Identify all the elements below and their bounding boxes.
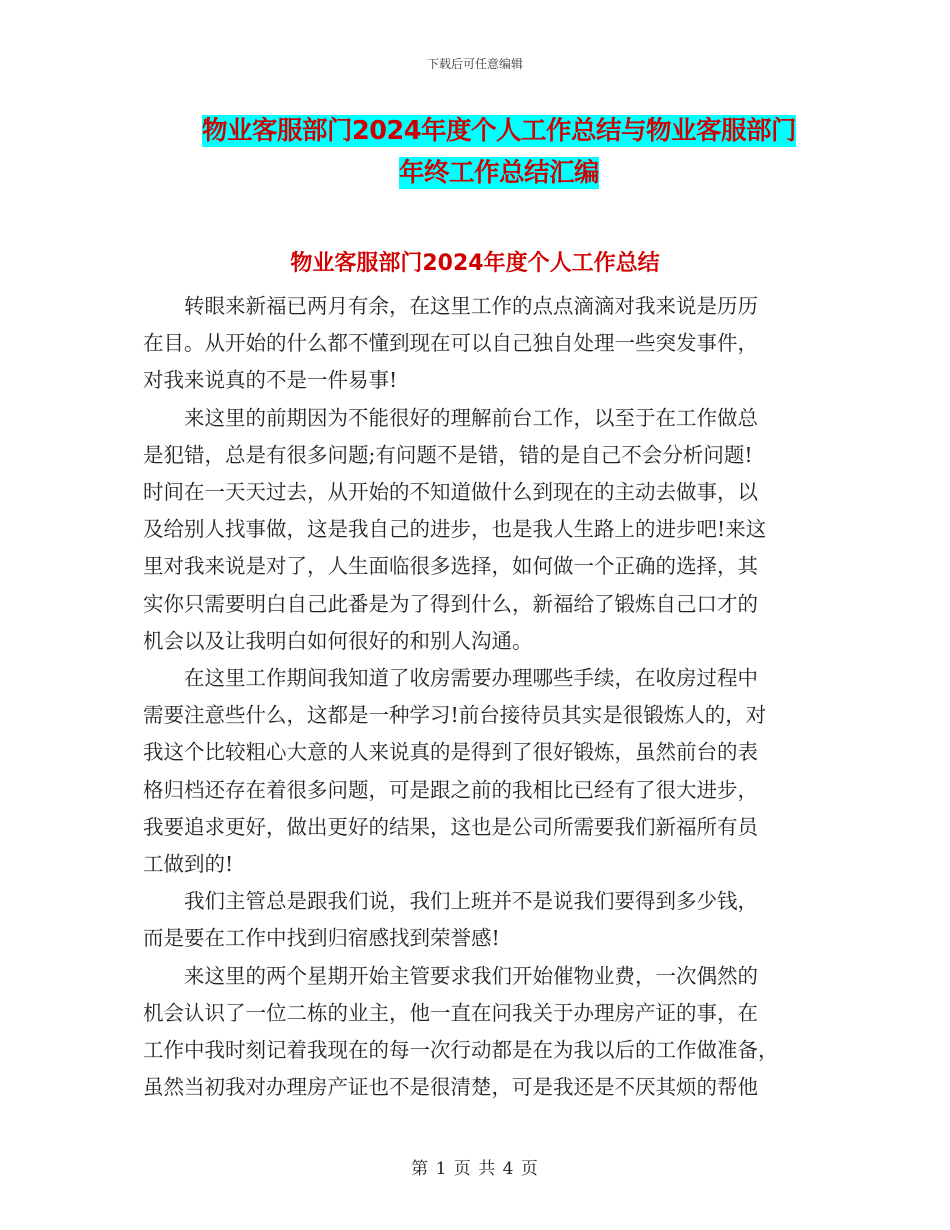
body-line: 机会认识了一位二栋的业主，他一直在问我关于办理房产证的事，在 xyxy=(143,1000,758,1025)
body-line: 需要注意些什么，这都是一种学习!前台接待员其实是很锻炼人的，对 xyxy=(143,703,767,728)
document-title-line-1: 物业客服部门2024年度个人工作总结与物业客服部门 xyxy=(202,116,796,146)
body-line: 是犯错，总是有很多问题;有问题不是错，错的是自己不会分析问题! xyxy=(143,442,753,467)
body-line: 格归档还存在着很多问题，可是跟之前的我相比已经有了很大进步， xyxy=(143,777,758,802)
body-line: 我们主管总是跟我们说，我们上班并不是说我们要得到多少钱， xyxy=(184,889,758,914)
body-line: 转眼来新福已两月有余，在这里工作的点点滴滴对我来说是历历 xyxy=(184,294,758,318)
body-line: 及给别人找事做，这是我自己的进步，也是我人生路上的进步吧!来这 xyxy=(143,517,767,542)
page-footer: 第 1 页 共 4 页 xyxy=(411,1159,539,1179)
body-text xyxy=(143,288,803,1106)
section-title: 物业客服部门2024年度个人工作总结 xyxy=(290,251,660,276)
body-line: 而是要在工作中找到归宿感找到荣誉感! xyxy=(143,926,500,951)
body-line: 实你只需要明白自己此番是为了得到什么，新福给了锻炼自己口才的 xyxy=(143,591,758,616)
body-line: 机会以及让我明白如何很好的和别人沟通。 xyxy=(143,628,533,653)
header-note: 下载后可任意编辑 xyxy=(426,57,523,71)
body-line: 在目。从开始的什么都不懂到现在可以自己独自处理一些突发事件， xyxy=(143,331,758,356)
document-title-line-2: 年终工作总结汇编 xyxy=(398,158,599,188)
document-title xyxy=(188,110,810,194)
body-line: 里对我来说是对了，人生面临很多选择，如何做一个正确的选择，其 xyxy=(143,554,758,579)
body-line: 工作中我时刻记着我现在的每一次行动都是在为我以后的工作做准备， xyxy=(143,1038,779,1063)
body-line: 时间在一天天过去，从开始的不知道做什么到现在的主动去做事，以 xyxy=(143,480,758,505)
body-line: 虽然当初我对办理房产证也不是很清楚，可是我还是不厌其烦的帮他 xyxy=(143,1075,758,1100)
body-line: 对我来说真的不是一件易事! xyxy=(143,368,398,393)
body-line: 来这里的两个星期开始主管要求我们开始催物业费，一次偶然的 xyxy=(184,963,758,988)
body-line: 来这里的前期因为不能很好的理解前台工作，以至于在工作做总 xyxy=(184,405,758,430)
body-line: 工做到的! xyxy=(143,852,234,877)
body-line: 在这里工作期间我知道了收房需要办理哪些手续，在收房过程中 xyxy=(184,666,758,691)
body-line: 我这个比较粗心大意的人来说真的是得到了很好锻炼，虽然前台的表 xyxy=(143,740,758,765)
body-line: 我要追求更好，做出更好的结果，这也是公司所需要我们新福所有员 xyxy=(143,814,758,839)
